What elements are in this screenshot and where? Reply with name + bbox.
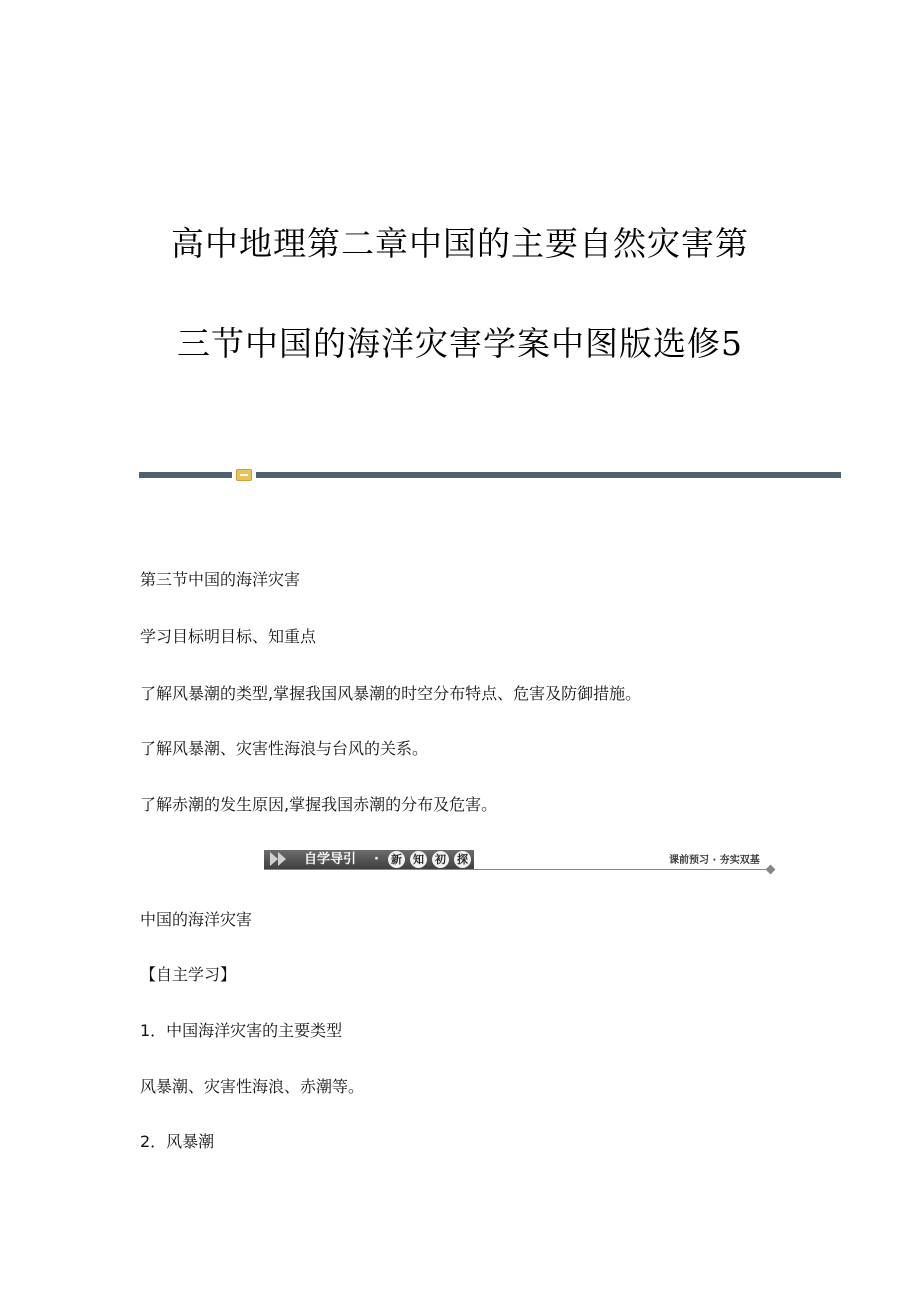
objective-2: 了解风暴潮、灾害性海浪与台风的关系。	[140, 739, 429, 758]
objective-1: 了解风暴潮的类型,掌握我国风暴潮的时空分布特点、危害及防御措施。	[140, 684, 642, 703]
objectives-heading: 学习目标明目标、知重点	[140, 627, 317, 646]
banner-right-label: 课前预习 · 夯实双基	[669, 855, 760, 866]
banner-underline	[264, 869, 774, 870]
chevron-right-icon	[278, 852, 286, 866]
divider-bar-left	[139, 472, 232, 478]
chevron-right-icon	[270, 852, 278, 866]
divider-bar-right	[256, 472, 841, 478]
self-study-heading: 【自主学习】	[140, 965, 237, 984]
document-title-line-1: 高中地理第二章中国的主要自然灾害第	[171, 224, 749, 263]
section-title: 第三节中国的海洋灾害	[140, 570, 301, 589]
banner-char-1: 新	[388, 851, 405, 868]
item-1-heading: 1．中国海洋灾害的主要类型	[140, 1021, 343, 1040]
self-study-banner	[264, 850, 777, 872]
document-title-line-2: 三节中国的海洋灾害学案中图版选修5	[177, 324, 743, 363]
banner-char-3: 初	[432, 851, 449, 868]
divider-ornament-icon	[236, 469, 252, 481]
banner-main-label: 自学导引	[304, 852, 357, 867]
banner-separator: ·	[374, 852, 379, 867]
item-2-heading: 2．风暴潮	[140, 1132, 215, 1151]
banner-char-4: 探	[454, 851, 471, 868]
diamond-icon	[766, 865, 776, 875]
objective-3: 了解赤潮的发生原因,掌握我国赤潮的分布及危害。	[140, 795, 498, 814]
item-1-text: 风暴潮、灾害性海浪、赤潮等。	[140, 1077, 365, 1096]
title-divider	[139, 469, 841, 481]
banner-char-2: 知	[410, 851, 427, 868]
topic-heading: 中国的海洋灾害	[140, 910, 253, 929]
